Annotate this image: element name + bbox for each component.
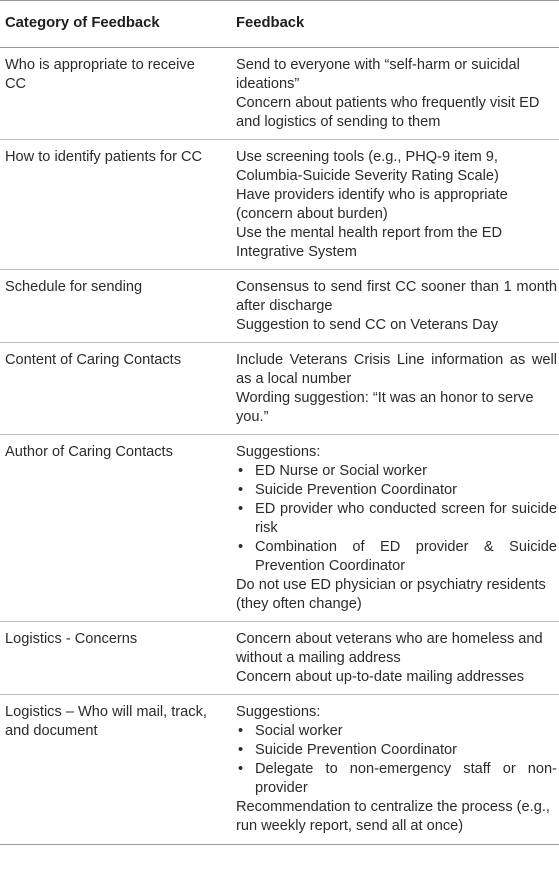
feedback-line: Use the mental health report from the ED Integrative System	[236, 225, 503, 260]
feedback-line: Send to everyone with “self-harm or suicidal ideations”	[236, 57, 520, 92]
feedback-line: Concern about veterans who are homeless and without a mailing address	[236, 631, 543, 666]
feedback-line: Concern about patients who frequently visit ED and logistics of sending to them	[236, 95, 540, 130]
list-item-text: Delegate to non-emergency staff or non-provider	[255, 761, 557, 796]
list-item	[236, 481, 557, 500]
table-row	[0, 695, 559, 845]
table-row	[0, 435, 559, 622]
feedback-line: Suggestion to send CC on Veterans Day	[236, 317, 499, 333]
category-cell: Author of Caring Contacts	[0, 435, 229, 622]
list-item-text: Social worker	[255, 723, 343, 739]
list-item	[236, 538, 557, 576]
bullet-icon: •	[238, 482, 244, 498]
feedback-line: Concern about up-to-date mailing addresses	[236, 669, 524, 685]
feedback-line: Use screening tools (e.g., PHQ-9 item 9, Columbia-Suicide Severity Rating Scale)	[236, 149, 499, 184]
bullet-list	[236, 722, 557, 798]
feedback-cell	[229, 270, 559, 343]
list-item	[236, 741, 557, 760]
list-item	[236, 760, 557, 798]
category-cell: Logistics - Concerns	[0, 622, 229, 695]
feedback-line: Recommendation to centralize the process (e.g., run weekly report, send all at once)	[236, 799, 550, 834]
bullet-icon: •	[238, 501, 244, 517]
bullet-icon: •	[238, 761, 244, 777]
table-header	[0, 1, 559, 48]
feedback-line: Wording suggestion: “It was an honor to serve you.”	[236, 390, 534, 425]
feedback-cell	[229, 695, 559, 845]
feedback-cell	[229, 435, 559, 622]
feedback-cell	[229, 140, 559, 270]
bullet-list	[236, 462, 557, 576]
feedback-line: Consensus to send first CC sooner than 1 month after discharge	[236, 279, 557, 314]
table-row	[0, 48, 559, 140]
category-cell: How to identify patients for CC	[0, 140, 229, 270]
feedback-cell	[229, 622, 559, 695]
table-row	[0, 140, 559, 270]
list-item-text: Suicide Prevention Coordinator	[255, 482, 457, 498]
feedback-line: Do not use ED physician or psychiatry residents (they often change)	[236, 577, 546, 612]
category-cell: Schedule for sending	[0, 270, 229, 343]
header-row	[0, 1, 559, 48]
bullet-icon: •	[238, 463, 244, 479]
list-item	[236, 722, 557, 741]
table-row	[0, 270, 559, 343]
feedback-cell	[229, 343, 559, 435]
list-item	[236, 462, 557, 481]
feedback-cell	[229, 48, 559, 140]
table-body	[0, 48, 559, 845]
category-cell: Logistics – Who will mail, track, and document	[0, 695, 229, 845]
list-item-text: Suicide Prevention Coordinator	[255, 742, 457, 758]
list-item	[236, 500, 557, 538]
table-row	[0, 622, 559, 695]
feedback-line: Suggestions:	[236, 444, 321, 460]
bullet-icon: •	[238, 539, 244, 555]
feedback-line: Have providers identify who is appropriate (concern about burden)	[236, 187, 508, 222]
header-category: Category of Feedback	[0, 1, 229, 48]
header-feedback: Feedback	[229, 1, 559, 48]
list-item-text: ED provider who conducted screen for suicide risk	[255, 501, 557, 536]
category-cell: Who is appropriate to receive CC	[0, 48, 229, 140]
category-cell: Content of Caring Contacts	[0, 343, 229, 435]
list-item-text: Combination of ED provider & Suicide Prevention Coordinator	[255, 539, 557, 574]
bullet-icon: •	[238, 742, 244, 758]
list-item-text: ED Nurse or Social worker	[255, 463, 427, 479]
bullet-icon: •	[238, 723, 244, 739]
feedback-line: Include Veterans Crisis Line information as well as a local number	[236, 352, 557, 387]
feedback-line: Suggestions:	[236, 704, 321, 720]
table-row	[0, 343, 559, 435]
